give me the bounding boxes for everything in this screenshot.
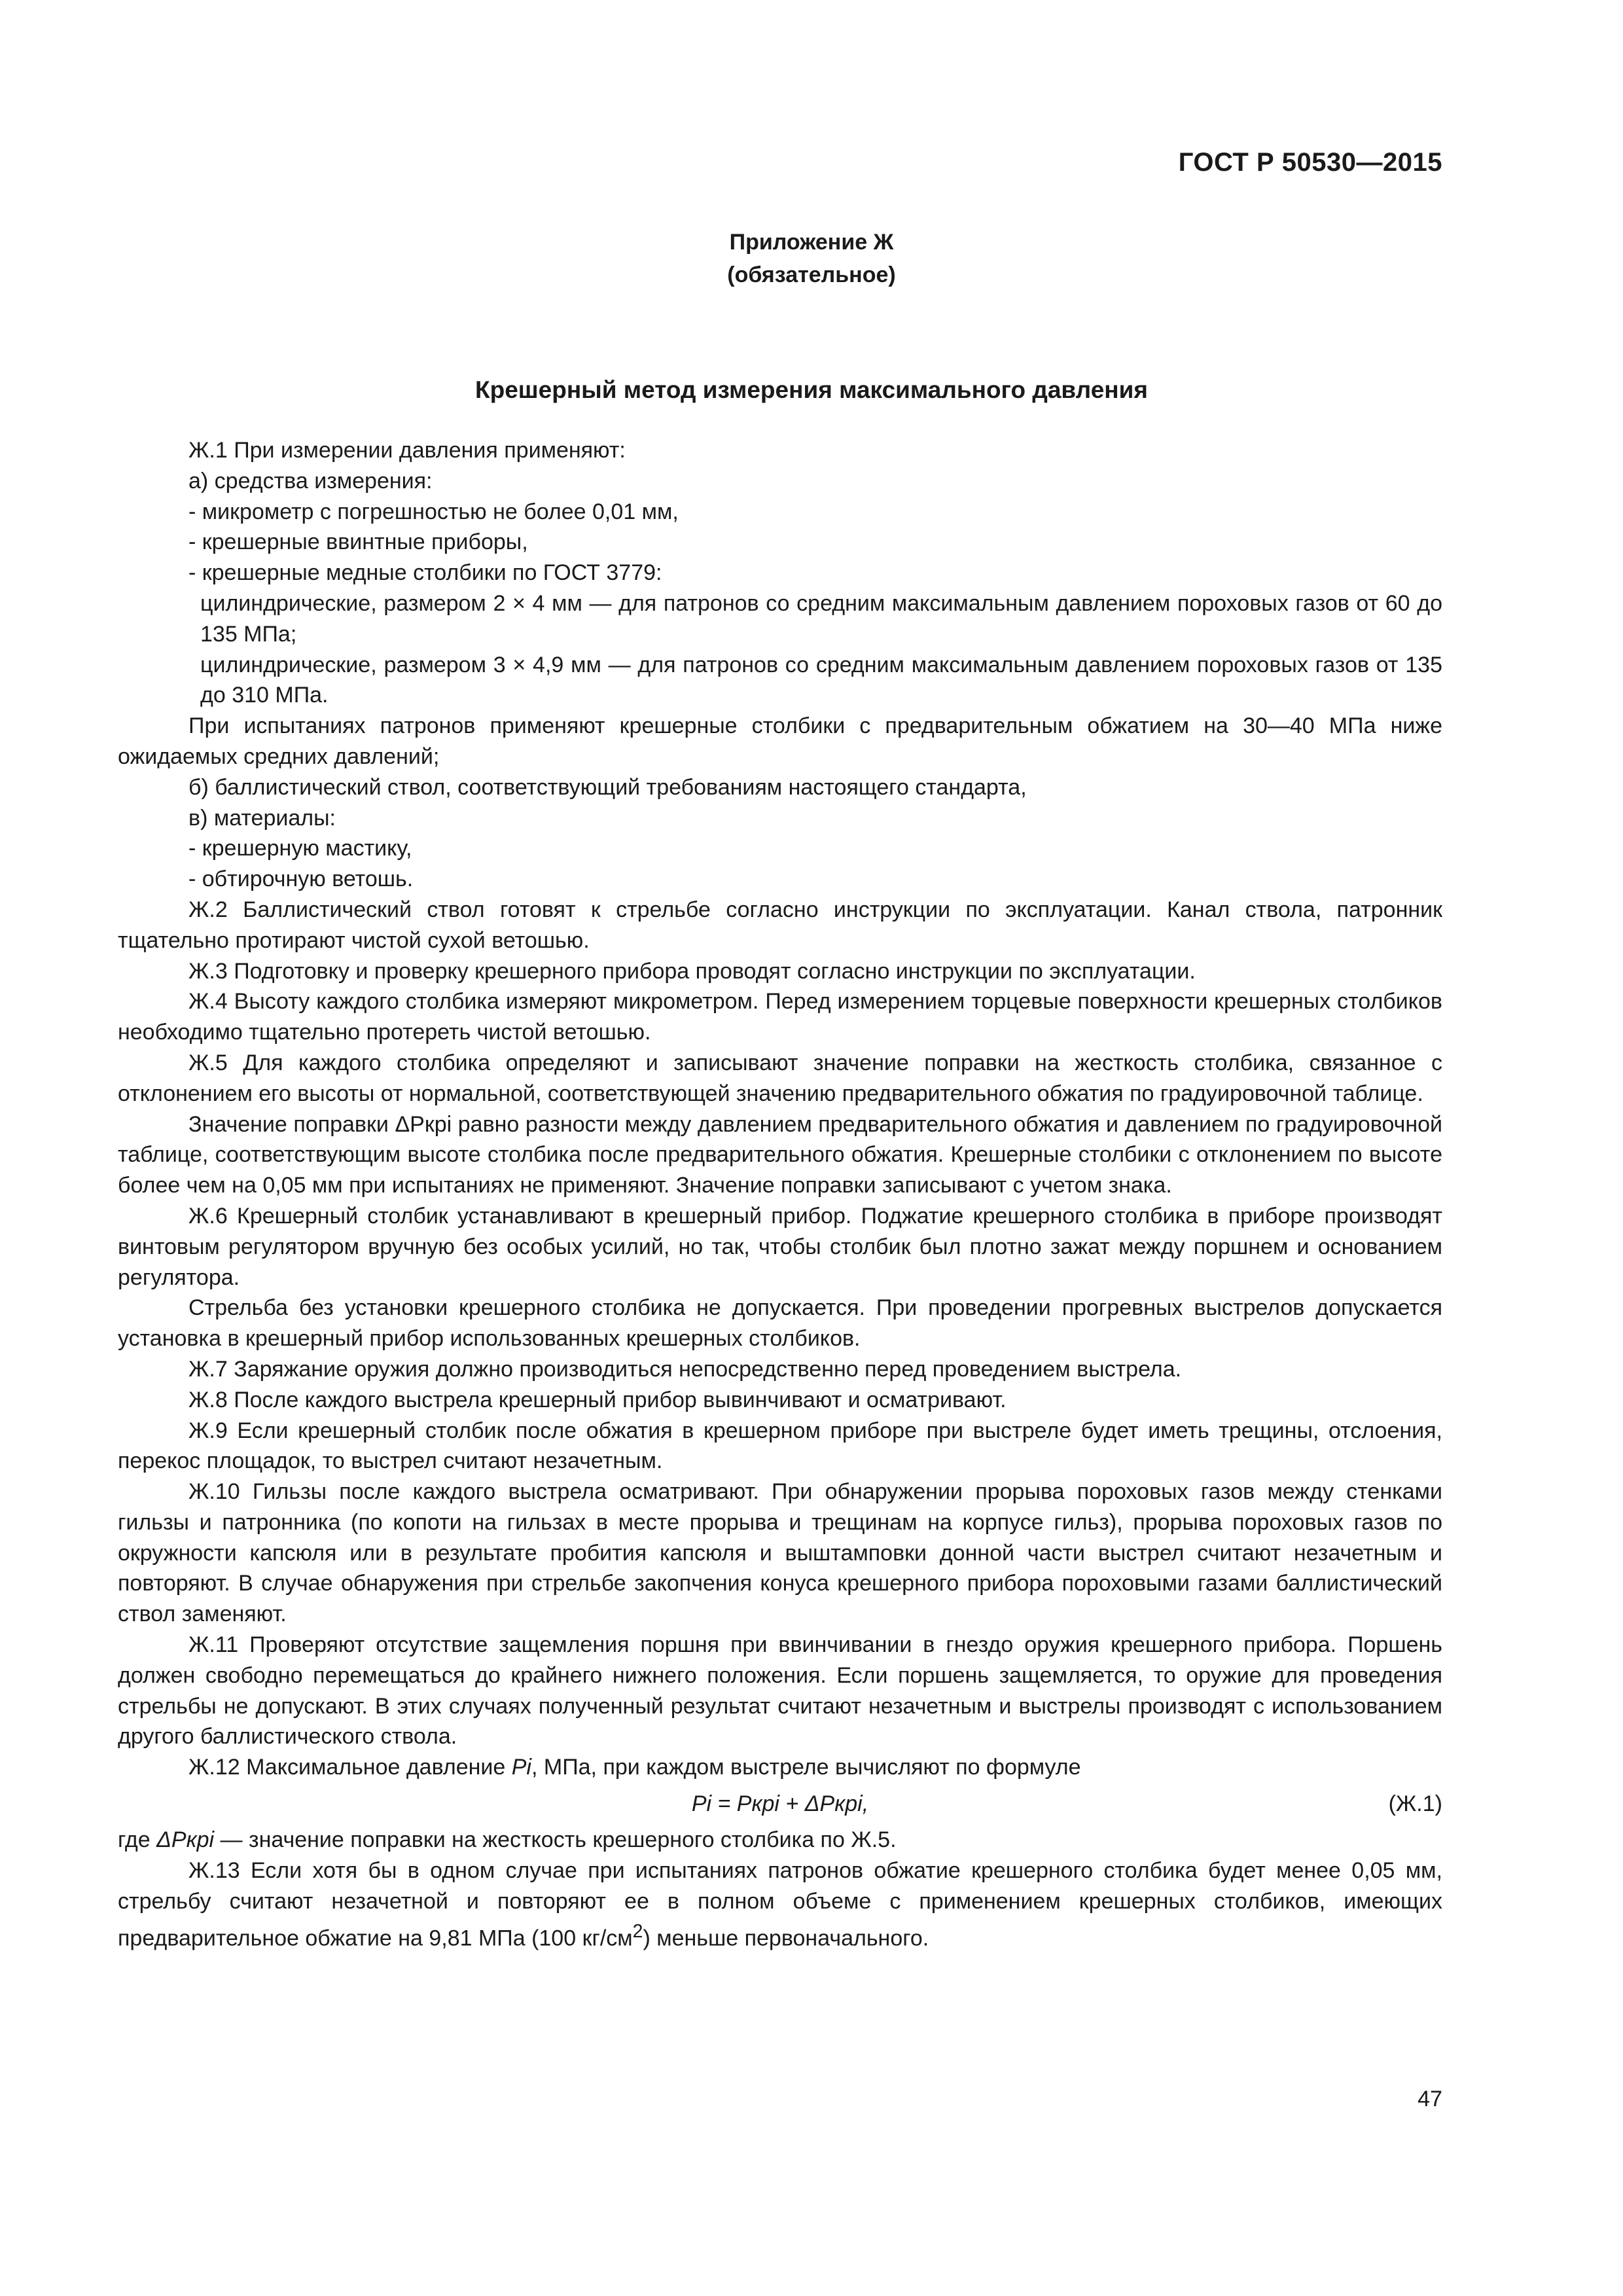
list-item: - крешерные медные столбики по ГОСТ 3779: (188, 560, 662, 586)
paragraph: Ж.8 После каждого выстрела крешерный прибор вывинчивают и осматривают. (188, 1387, 1007, 1412)
list-item: б) баллистический ствол, соответствующий требованиям настоящего стандарта, (188, 774, 1027, 800)
paragraph: Ж.11 Проверяют отсутствие защемления поршня при ввинчивании в гнездо оружия крешерного прибора. Поршень должен свободно перемещаться до крайнего нижнего положения. Если поршень защемляется, то оружие для проведения стрельбы не допускают. В этих случаях полученный результат считают незачетным и выстрелы производят с использованием другого баллистического ствола. (118, 1632, 1442, 1749)
list-item: - микрометр с погрешностью не более 0,01 мм, (188, 499, 679, 524)
paragraph: Значение поправки ΔPкрi равно разности между давлением предварительного обжатия и давлением по градуировочной таблице, соответствующим высоте столбика после предварительного обжатия. Крешерные столбики с отклонением по высоте более чем на 0,05 мм при испытаниях не применяют. Значение поправки записывают с учетом знака. (118, 1111, 1442, 1198)
paragraph: Ж.6 Крешерный столбик устанавливают в крешерный прибор. Поджатие крешерного столбика в приборе производят винтовым регулятором вручную без особых усилий, но так, чтобы столбик был плотно зажат между поршнем и основанием регулятора. (118, 1203, 1442, 1290)
paragraph (118, 1825, 1442, 1856)
paragraph: При испытаниях патронов применяют крешерные столбики с предварительным обжатием на 30—40 МПа ниже ожидаемых средних давлений; (118, 713, 1442, 769)
document-code: ГОСТ Р 50530—2015 (1178, 148, 1442, 177)
paragraph: Ж.5 Для каждого столбика определяют и записывают значение поправки на жесткость столбика, связанное с отклонением его высоты от нормальной, соответствующей значению предварительного обжатия по градуировочной таблице. (118, 1050, 1442, 1106)
paragraph: Стрельба без установки крешерного столбика не допускается. При проведении прогревных выстрелов допускается установка в крешерный прибор использованных крешерных столбиков. (118, 1295, 1442, 1352)
list-item: в) материалы: (188, 805, 336, 831)
paragraph: Ж.10 Гильзы после каждого выстрела осматривают. При обнаружении прорыва пороховых газов между стенками гильзы и патронника (по копоти на гильзах в месте прорыва и трещинам на корпусе гильз), прорыва пороховых газов по окружности капсюля или в результате пробития капсюля и выштамповки донной части выстрел считают незачетным и повторяют. В случае обнаружения при стрельбе закопчения конуса крешерного прибора пороховыми газами баллистический ствол заменяют. (118, 1479, 1442, 1627)
paragraph-text: ) меньше первоначального. (643, 1926, 929, 1951)
formula-row (118, 1783, 1442, 1825)
list-item: - обтирочную ветошь. (188, 867, 414, 892)
list-item: а) средства измерения: (188, 468, 433, 493)
paragraph: Ж.2 Баллистический ствол готовят к стрельбе согласно инструкции по эксплуатации. Канал ствола, патронник тщательно протирают чистой сухой ветошью. (118, 897, 1442, 953)
list-item: - крешерные ввинтные приборы, (188, 529, 528, 555)
formula: Pi = Pкрi + ΔPкрi, (691, 1791, 869, 1817)
formula-number: (Ж.1) (1388, 1791, 1442, 1817)
paragraph-text: — значение поправки на жесткость крешерного столбика по Ж.5. (214, 1827, 897, 1853)
paragraph-text: где (118, 1827, 157, 1853)
paragraph: Ж.1 При измерении давления применяют: (188, 438, 626, 463)
paragraph: Ж.3 Подготовку и проверку крешерного прибора проводят согласно инструкции по эксплуатации. (188, 958, 1196, 984)
paragraph: Ж.4 Высоту каждого столбика измеряют микрометром. Перед измерением торцевые поверхности крешерных столбиков необходимо тщательно протереть чистой ветошью. (118, 989, 1442, 1045)
page-number: 47 (1418, 2087, 1442, 2111)
paragraph-text: Ж.12 Максимальное давление (188, 1755, 512, 1780)
appendix-heading (0, 226, 1623, 291)
document-body (118, 435, 1442, 1954)
section-title: Крешерный метод измерения максимального давления (475, 376, 1148, 403)
paragraph: Ж.7 Заряжание оружия должно производиться непосредственно перед проведением выстрела. (188, 1356, 1182, 1382)
formula-variable: ΔPкрi (156, 1827, 215, 1853)
formula-variable: Pi (511, 1755, 531, 1780)
paragraph-text: Ж.13 Если хотя бы в одном случае при испытаниях патронов обжатие крешерного столбика будет менее 0,05 мм, стрельбу считают незачетной и повторяют ее в полном объеме с применением крешерных столбиков, имеющих предварительное обжатие на 9,81 МПа (100 кг/см (118, 1857, 1442, 1951)
list-subitem: цилиндрические, размером 3 × 4,9 мм — для патронов со средним максимальным давлением пороховых газов от 135 до 310 МПа. (200, 652, 1442, 708)
appendix-name: Приложение Ж (729, 230, 894, 255)
list-subitem: цилиндрические, размером 2 × 4 мм — для патронов со средним максимальным давлением пороховых газов от 60 до 135 МПа; (200, 590, 1442, 647)
paragraph-text: , МПа, при каждом выстреле вычисляют по формуле (531, 1755, 1081, 1780)
superscript: 2 (632, 1921, 643, 1943)
paragraph: Ж.9 Если крешерный столбик после обжатия в крешерном приборе при выстреле будет иметь трещины, отслоения, перекос площадок, то выстрел считают незачетным. (118, 1418, 1442, 1474)
paragraph (118, 1752, 1442, 1783)
appendix-status: (обязательное) (727, 262, 896, 287)
list-item: - крешерную мастику, (188, 836, 412, 861)
paragraph (118, 1856, 1442, 1954)
